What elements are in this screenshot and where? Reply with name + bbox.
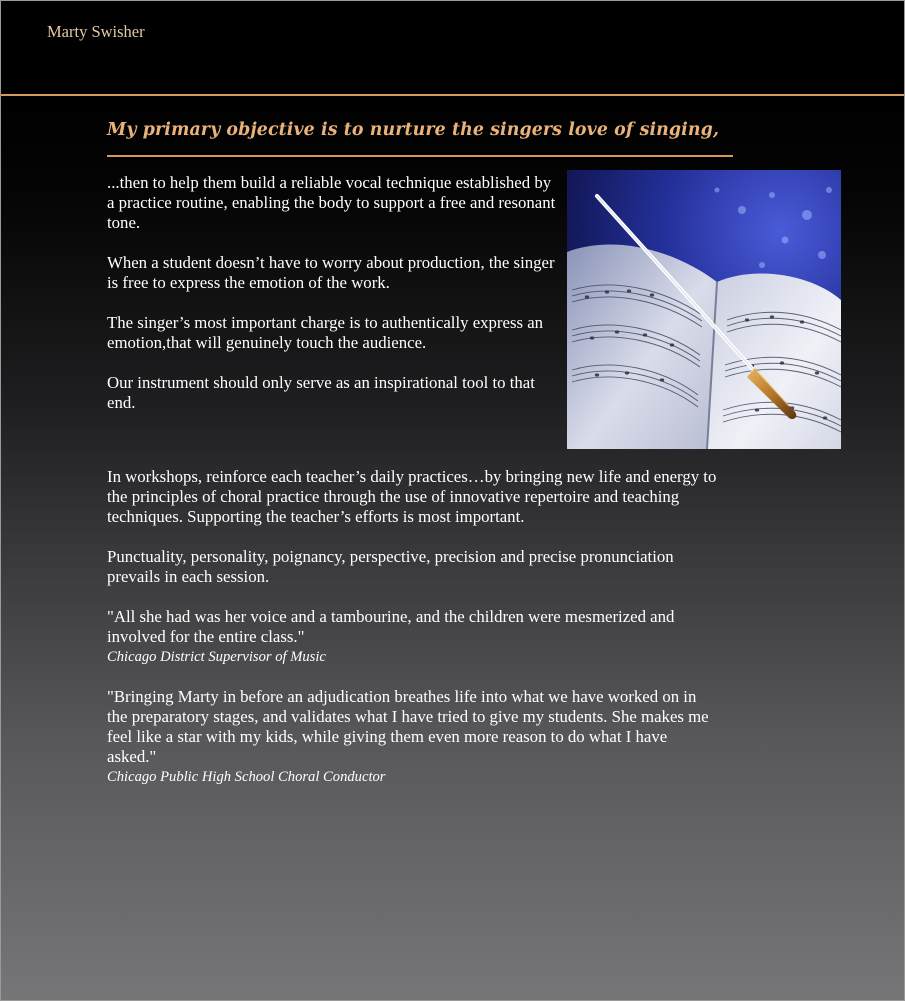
intro-paragraph: The singer’s most important charge is to authentically express an emotion,that will genuinely touch the audience. (107, 313, 544, 352)
body-section (107, 467, 717, 787)
testimonial-quote: "Bringing Marty in before an adjudication breathes life into what we have worked on in the preparatory stages, and validates what I have tried to give my students. She makes me feel like a star with my kids, while giving them even more reason to do what I have asked." (107, 687, 709, 766)
testimonial-attribution: Chicago District Supervisor of Music (107, 649, 326, 665)
sheet-music-photo (567, 170, 841, 449)
testimonial-attribution: Chicago Public High School Choral Conductor (107, 769, 386, 785)
body-paragraph: In workshops, reinforce each teacher’s daily practices…by bringing new life and energy to the principles of choral practice through the use of innovative repertoire and teaching techniques. Supporting the teacher’s efforts is most important. (107, 467, 717, 526)
intro-section (107, 173, 557, 413)
headline-divider (107, 155, 733, 157)
body-paragraph: Punctuality, personality, poignancy, perspective, precision and precise pronunciation prevails in each session. (107, 547, 674, 586)
testimonial (107, 687, 717, 787)
intro-paragraph: When a student doesn’t have to worry about production, the singer is free to express the emotion of the work. (107, 253, 555, 292)
page-headline: My primary objective is to nurture the singers love of singing, (107, 120, 720, 140)
testimonial-quote: "All she had was her voice and a tambourine, and the children were mesmerized and involved for the entire class." (107, 607, 675, 646)
intro-paragraph: Our instrument should only serve as an inspirational tool to that end. (107, 373, 535, 412)
intro-paragraph: ...then to help them build a reliable vocal technique established by a practice routine, enabling the body to support a free and resonant tone. (107, 173, 556, 232)
site-name[interactable]: Marty Swisher (47, 22, 145, 41)
header-divider (1, 94, 904, 96)
testimonial (107, 607, 717, 667)
